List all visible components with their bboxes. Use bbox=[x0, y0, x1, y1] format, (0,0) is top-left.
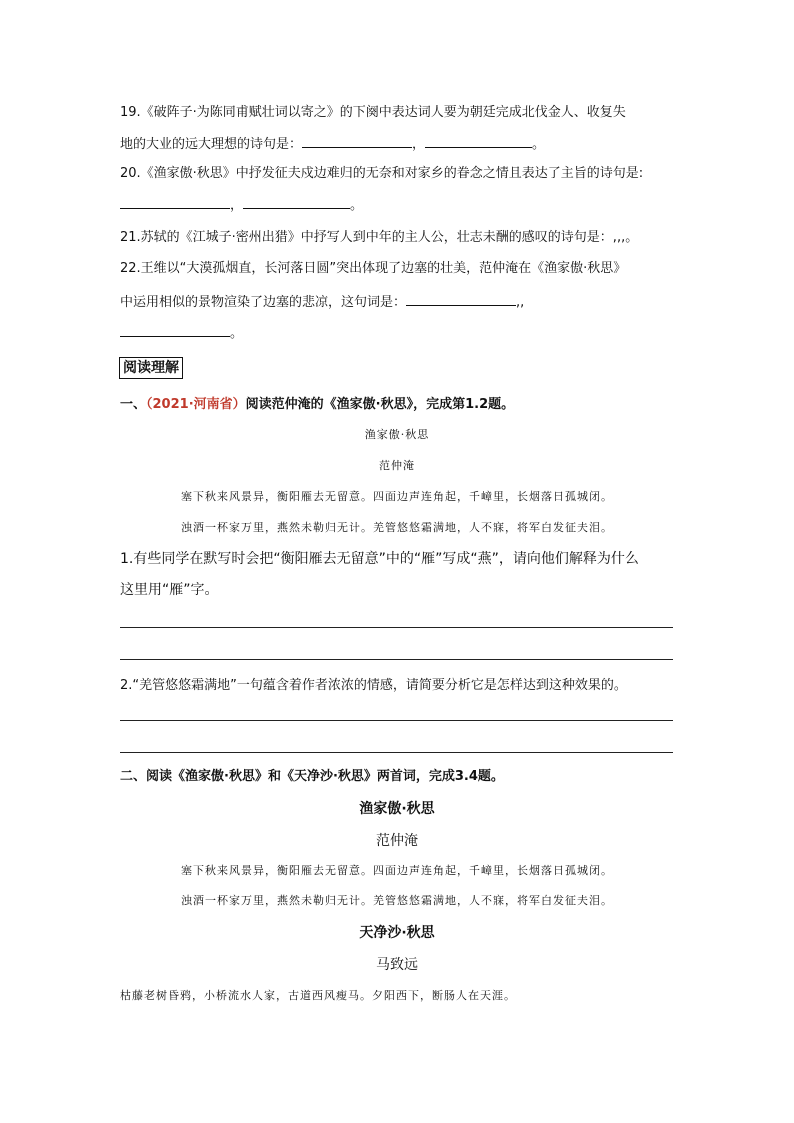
q20-blank-2[interactable] bbox=[243, 195, 350, 209]
part1-instruction bbox=[120, 396, 514, 414]
q21-text: 21.苏轼的《江城子·密州出猎》中抒写人到中年的主人公，壮志未酬的感叹的诗句是：,,,。 bbox=[120, 230, 639, 245]
part2-poem1-line1: 塞下秋来风景异，衡阳雁去无留意。四面边声连角起，千嶂里，长烟落日孤城闭。 bbox=[181, 864, 613, 877]
q22-separator: ,, bbox=[516, 295, 525, 310]
part1-poem-title: 渔家傲·秋思 bbox=[364, 428, 430, 441]
part2-poem2-title: 天净沙·秋思 bbox=[359, 925, 435, 941]
q2-answer-line-1[interactable] bbox=[120, 720, 673, 721]
part2-poem2-line1: 枯藤老树昏鸦，小桥流水人家，古道西风瘦马。夕阳西下，断肠人在天涯。 bbox=[120, 989, 516, 1002]
q22-line1: 22.王维以“大漠孤烟直，长河落日圆”突出体现了边塞的壮美，范仲淹在《渔家傲·秋思》 bbox=[120, 261, 627, 276]
q19-blank-1[interactable] bbox=[302, 134, 412, 148]
part1-instruction-text: 阅读范仲淹的《渔家傲·秋思》，完成第1.2题。 bbox=[245, 397, 515, 412]
part2-poem1-line2: 浊酒一杯家万里，燕然未勒归无计。羌管悠悠霜满地，人不寐，将军白发征夫泪。 bbox=[181, 894, 613, 907]
part1-prefix: 一、 bbox=[120, 397, 147, 412]
q20-line1: 20.《渔家傲·秋思》中抒发征夫戍边难归的无奈和对家乡的眷念之情且表达了主旨的诗句是: bbox=[120, 166, 644, 181]
q19-prompt: 地的大业的远大理想的诗句是： bbox=[120, 137, 303, 152]
q20-separator: ， bbox=[230, 198, 244, 213]
q19-blank-2[interactable] bbox=[425, 134, 532, 148]
q19-line1: 19.《破阵子·为陈同甫赋壮词以寄之》的下阕中表达词人要为朝廷完成北伐金人、收复失 bbox=[120, 105, 626, 120]
q22-end-mark: 。 bbox=[230, 326, 244, 341]
part1-poem-line2: 浊酒一杯家万里，燕然未勒归无计。羌管悠悠霜满地，人不寐，将军白发征夫泪。 bbox=[181, 521, 613, 534]
q22-blank-1[interactable] bbox=[406, 292, 516, 306]
q22-prompt: 中运用相似的景物渲染了边塞的悲凉，这句词是： bbox=[120, 295, 407, 310]
part2-poem2-author: 马致远 bbox=[376, 957, 418, 973]
q22-blank-2[interactable] bbox=[120, 323, 230, 337]
part1-poem-author: 范仲淹 bbox=[379, 459, 415, 472]
part1-poem-line1: 塞下秋来风景异，衡阳雁去无留意。四面边声连角起，千嶂里，长烟落日孤城闭。 bbox=[181, 490, 613, 503]
part2-poem1-title: 渔家傲·秋思 bbox=[359, 801, 435, 817]
q22-line2 bbox=[120, 292, 524, 312]
q20-end-mark: 。 bbox=[350, 198, 364, 213]
q2-text: 2.“羌管悠悠霜满地”一句蕴含着作者浓浓的情感，请简要分析它是怎样达到这种效果的。 bbox=[120, 678, 627, 693]
q2-answer-line-2[interactable] bbox=[120, 752, 673, 753]
q20-blank-1[interactable] bbox=[120, 195, 230, 209]
q19-line2 bbox=[120, 134, 545, 154]
part1-source: （2021·河南省） bbox=[146, 397, 246, 412]
q19-end-mark: 。 bbox=[532, 137, 546, 152]
part2-instruction: 二、阅读《渔家傲·秋思》和《天净沙·秋思》两首词，完成3.4题。 bbox=[120, 769, 504, 784]
q1-line1: 1.有些同学在默写时会把“衡阳雁去无留意”中的“雁”写成“燕”，请向他们解释为什么 bbox=[120, 551, 639, 567]
q20-line2 bbox=[120, 195, 363, 215]
q1-answer-line-2[interactable] bbox=[120, 659, 673, 660]
part2-poem1-author: 范仲淹 bbox=[376, 833, 418, 849]
q19-separator: ， bbox=[412, 137, 426, 152]
section-title-reading: 阅读理解 bbox=[119, 357, 183, 379]
q1-answer-line-1[interactable] bbox=[120, 627, 673, 628]
q1-line2: 这里用“雁”字。 bbox=[120, 582, 219, 598]
q22-line3 bbox=[120, 323, 243, 343]
